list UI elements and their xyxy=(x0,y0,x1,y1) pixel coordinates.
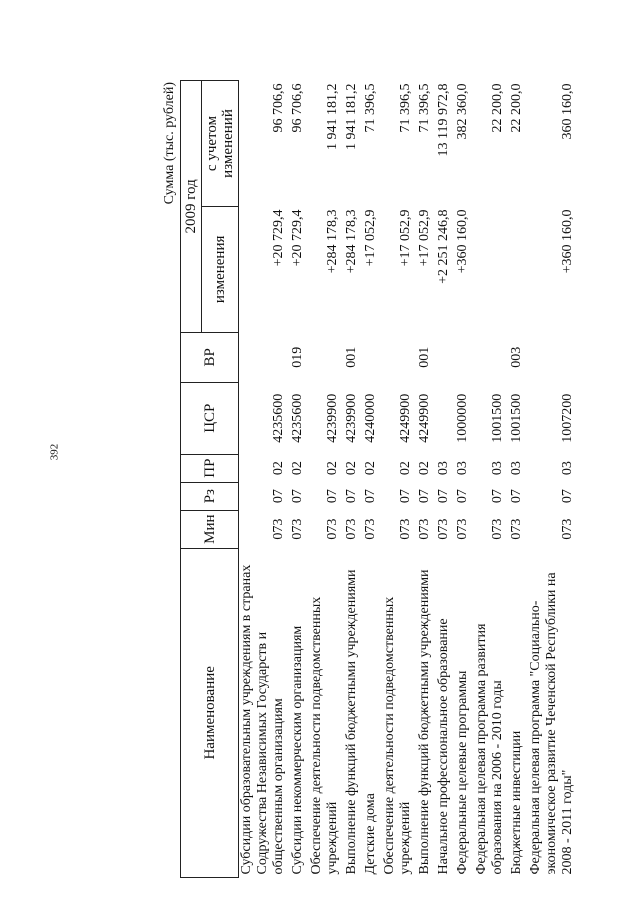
row-total: 71 396,5 xyxy=(363,83,378,133)
row-rz: 07 xyxy=(398,489,413,504)
page-number: 392 xyxy=(48,443,61,461)
row-changes: +17 052,9 xyxy=(363,209,378,267)
row-min: 073 xyxy=(490,518,505,540)
row-name: Обеспечение деятельности подведомственных учреждений xyxy=(382,596,413,875)
header-vr: ВР xyxy=(181,332,239,382)
row-name: Детские дома xyxy=(363,793,378,875)
row-changes: +284 178,3 xyxy=(344,209,359,274)
row-min: 073 xyxy=(436,518,451,540)
row-vr xyxy=(239,332,291,382)
row-vr: 019 xyxy=(290,346,305,368)
row-rz: 07 xyxy=(509,489,524,504)
row-min: 073 xyxy=(509,518,524,540)
row-total: 13 119 972,8 xyxy=(436,83,451,157)
row-pr: 02 xyxy=(271,461,286,476)
row-name: Бюджетные инвестиции xyxy=(509,730,524,875)
row-changes: +20 729,4 xyxy=(271,209,286,267)
row-pr: 02 xyxy=(398,461,413,476)
table-row xyxy=(528,81,579,878)
row-total: 22 200,0 xyxy=(490,83,505,133)
row-total: 360 160,0 xyxy=(560,83,575,140)
row-min: 073 xyxy=(325,518,340,540)
table-row xyxy=(344,81,363,878)
row-csr: 4235600 xyxy=(290,393,305,443)
row-vr: 003 xyxy=(509,346,524,368)
row-name: Обеспечение деятельности подведомственных учреждений xyxy=(309,596,340,875)
row-total: 382 360,0 xyxy=(455,83,470,140)
table-row xyxy=(417,81,436,878)
row-vr: 001 xyxy=(344,346,359,368)
row-rz: 07 xyxy=(290,489,305,504)
rotated-page xyxy=(162,80,640,878)
row-min: 073 xyxy=(344,518,359,540)
row-changes xyxy=(509,206,528,332)
row-changes: +360 160,0 xyxy=(560,209,575,274)
row-name: Федеральная целевая программа "Социально-экономическое развитие Чеченской Республики на 2008 - 2011 годы" xyxy=(528,572,575,875)
row-csr: 4249900 xyxy=(398,393,413,443)
row-vr xyxy=(309,332,344,382)
table-row xyxy=(455,81,474,878)
header-with-changes: с учетом изменений xyxy=(202,81,239,207)
row-pr: 02 xyxy=(290,461,305,476)
row-vr xyxy=(363,332,382,382)
table-row xyxy=(436,81,455,878)
table-row xyxy=(474,81,509,878)
row-pr: 02 xyxy=(363,461,378,476)
row-total: 96 706,6 xyxy=(271,83,286,133)
row-vr xyxy=(436,332,455,382)
row-changes: +17 052,9 xyxy=(398,209,413,267)
row-name: Субсидии некоммерческим организациям xyxy=(290,625,305,875)
row-pr: 03 xyxy=(490,461,505,476)
table-row xyxy=(309,81,344,878)
row-rz: 07 xyxy=(325,489,340,504)
header-rz: Рз xyxy=(181,482,239,510)
row-csr: 1000000 xyxy=(455,393,470,443)
row-rz: 07 xyxy=(560,489,575,504)
row-pr: 02 xyxy=(325,461,340,476)
row-pr: 03 xyxy=(560,461,575,476)
row-total: 71 396,5 xyxy=(417,83,432,133)
row-csr: 4239900 xyxy=(325,393,340,443)
row-csr: 4235600 xyxy=(271,393,286,443)
row-rz: 07 xyxy=(455,489,470,504)
row-total: 96 706,6 xyxy=(290,83,305,133)
row-changes: +360 160,0 xyxy=(455,209,470,274)
row-changes: +20 729,4 xyxy=(290,209,305,267)
row-min: 073 xyxy=(455,518,470,540)
table-row xyxy=(363,81,382,878)
row-name: Выполнение функций бюджетными учреждениями xyxy=(344,569,359,875)
row-min: 073 xyxy=(560,518,575,540)
row-csr: 1001500 xyxy=(490,393,505,443)
row-pr: 02 xyxy=(344,461,359,476)
row-changes: +2 251 246,8 xyxy=(436,209,451,284)
row-csr xyxy=(436,382,455,454)
row-csr: 4240000 xyxy=(363,393,378,443)
row-changes: +284 178,3 xyxy=(325,209,340,274)
row-csr: 1001500 xyxy=(509,393,524,443)
row-csr: 4249900 xyxy=(417,393,432,443)
table-row xyxy=(239,81,291,878)
row-total: 22 200,0 xyxy=(509,83,524,133)
row-rz: 07 xyxy=(271,489,286,504)
row-name: Субсидии образовательным учреждениям в странах Содружества Независимых Государств и общественным организациям xyxy=(239,564,286,875)
row-min: 073 xyxy=(398,518,413,540)
row-rz: 07 xyxy=(490,489,505,504)
row-rz: 07 xyxy=(417,489,432,504)
row-vr xyxy=(474,332,509,382)
row-pr: 03 xyxy=(455,461,470,476)
row-rz: 07 xyxy=(363,489,378,504)
header-name: Наименование xyxy=(181,548,239,877)
row-changes: +17 052,9 xyxy=(417,209,432,267)
row-pr: 03 xyxy=(436,461,451,476)
row-pr: 03 xyxy=(509,461,524,476)
row-rz: 07 xyxy=(436,489,451,504)
row-rz: 07 xyxy=(344,489,359,504)
row-csr: 1007200 xyxy=(560,393,575,443)
row-name: Федеральные целевые программы xyxy=(455,670,470,875)
row-total: 71 396,5 xyxy=(398,83,413,133)
header-pr: ПР xyxy=(181,454,239,482)
row-min: 073 xyxy=(363,518,378,540)
row-total: 1 941 181,2 xyxy=(344,83,359,150)
row-min: 073 xyxy=(271,518,286,540)
row-vr xyxy=(528,332,579,382)
table-row xyxy=(290,81,309,878)
row-changes xyxy=(474,206,509,332)
header-year: 2009 год xyxy=(181,81,202,333)
table-row xyxy=(509,81,528,878)
row-vr xyxy=(382,332,417,382)
row-min: 073 xyxy=(417,518,432,540)
row-name: Федеральная целевая программа развития образования на 2006 - 2010 годы xyxy=(474,623,505,875)
row-name: Выполнение функций бюджетными учреждениями xyxy=(417,569,432,875)
header-changes: изменения xyxy=(202,206,239,332)
budget-table xyxy=(180,80,579,878)
row-vr: 001 xyxy=(417,346,432,368)
row-vr xyxy=(455,332,474,382)
header-csr: ЦСР xyxy=(181,382,239,454)
row-total: 1 941 181,2 xyxy=(325,83,340,150)
header-min: Мин xyxy=(181,510,239,548)
row-min: 073 xyxy=(290,518,305,540)
table-row xyxy=(382,81,417,878)
row-csr: 4239900 xyxy=(344,393,359,443)
row-name: Начальное профессиональное образование xyxy=(436,618,451,875)
units-label: Сумма (тыс. рублей) xyxy=(162,82,177,205)
row-pr: 02 xyxy=(417,461,432,476)
